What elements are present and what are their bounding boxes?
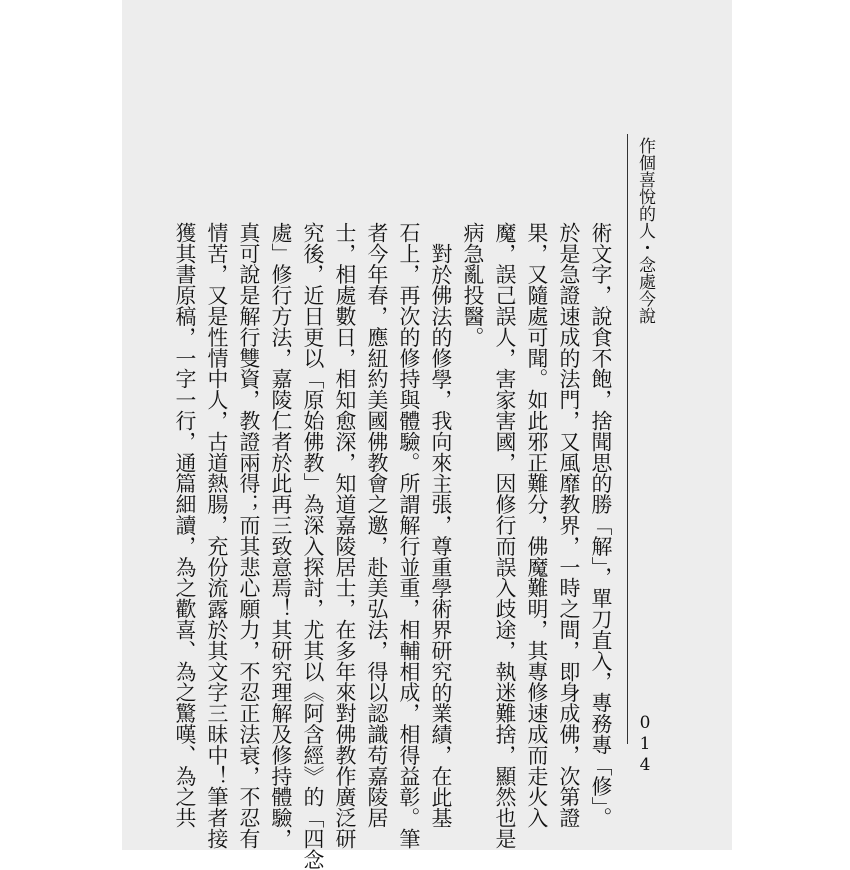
text-column-5: 病急亂投醫。 — [459, 222, 484, 348]
running-header: 作個喜悅的人・念處今說 — [635, 137, 655, 324]
text-column-13: 情苦，又是性情中人，古道熱腸，充份流露於其文字三昧中！筆者接 — [203, 222, 228, 849]
text-column-11: 處」修行方法，嘉陵仁者於此再三致意焉！其研究理解及修持體驗， — [267, 222, 292, 849]
header-divider — [627, 134, 628, 744]
page-number: 014 — [635, 713, 655, 776]
text-column-10: 究後，近日更以「原始佛教」為深入探討，尤其以《阿含經》的「四念 — [299, 222, 324, 870]
text-column-1: 術文字，說食不飽，捨聞思的勝「解」，單刀直入，專務專「修」。 — [587, 222, 612, 829]
text-column-12: 真可說是解行雙資，教證兩得；而其悲心願力，不忍正法衰，不忍有 — [235, 222, 260, 849]
text-column-7: 石上，再次的修持與體驗。所謂解行並重，相輔相成，相得益彰。筆 — [395, 222, 420, 849]
text-column-6-paragraph-start: 對於佛法的修學，我向來主張，尊重學術界研究的業績，在此基 — [427, 243, 452, 829]
text-column-8: 者今年春，應紐約美國佛教會之邀，赴美弘法，得以認識苟嘉陵居 — [363, 222, 388, 829]
text-column-3: 果，又隨處可聞。如此邪正難分，佛魔難明，其專修速成而走火入 — [523, 222, 548, 829]
text-column-2: 於是急證速成的法門，又風靡教界，一時之間，即身成佛，次第證 — [555, 222, 580, 829]
text-column-9: 士，相處數日，相知愈深，知道嘉陵居士，在多年來對佛教作廣泛研 — [331, 222, 356, 849]
text-column-14: 獲其書原稿，一字一行，通篇細讀，為之歡喜、為之驚嘆、為之共 — [171, 222, 196, 829]
text-column-4: 魔，誤己誤人，害家害國，因修行而誤入歧途，執迷難捨，顯然也是 — [491, 222, 516, 849]
